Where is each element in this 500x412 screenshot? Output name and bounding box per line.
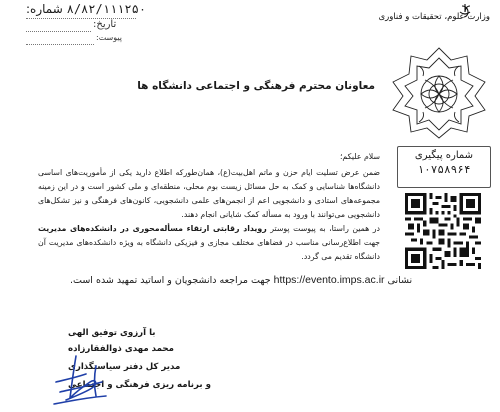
- tracking-number: ۱۰۷۵۸۹۶۴: [417, 163, 471, 176]
- paragraph-3-end: جهت مراجعه دانشجویان و اساتید تمهید شده است.: [70, 275, 271, 286]
- qr-code[interactable]: [405, 193, 481, 269]
- handwritten-signature: [46, 352, 116, 408]
- ornament-emblem: [389, 46, 489, 140]
- event-url-link[interactable]: https://evento.imps.ac.ir: [273, 274, 385, 286]
- attachment-underline: [26, 44, 94, 45]
- paragraph-2-text: [38, 222, 380, 264]
- signature-closing: با آرزوی توفیق الهی: [68, 328, 156, 338]
- paragraph-1: [38, 166, 380, 222]
- letter-number: [26, 2, 146, 16]
- signatory-title: مدیر کل دفتر سیاستگذاری: [68, 362, 181, 372]
- paragraph-3-start: نشانی: [384, 275, 413, 286]
- number-underline: [26, 18, 136, 19]
- attachment-label: پیوست:: [96, 33, 123, 42]
- letter-number-value: ۸/۸۲/۱۱۱۲۵۰: [66, 2, 147, 16]
- date-label: تاریخ:: [93, 19, 117, 30]
- salutation: سلام علیکم؛: [339, 152, 380, 161]
- paragraph-1-text: ضمن عرض تسلیت ایام حزن و ماتم اهل‌بیت(ع)، همان‌طورکه اطلاع دارید یکی از مأموریت‌های اساسی دانشگاه‌ها شناسایی و کمک به حل مسائل زیست بوم محلی، منطقه‌ای و ملی کشور است و در این زمینه مجموعه‌های استادی و دانشجویی اعم از انجمن‌های علمی دانشجویی، کانون‌های فرهنگی و نیز تشکل‌های دانشجویی می‌توانند با ورود به مسأله کمک شایانی انجام دهند.: [38, 168, 380, 219]
- letter-number-label: شماره:: [26, 2, 63, 16]
- addressee: معاونان محترم فرهنگی و اجتماعی دانشگاه ها: [137, 80, 375, 92]
- paragraph-2-start: در همین راستا، به پیوست پوستر: [266, 224, 380, 233]
- tracking-label: شماره پیگیری: [414, 150, 474, 161]
- signatory-name: محمد مهدی ذوالفقارزاده: [68, 344, 174, 354]
- paragraph-2: [38, 222, 380, 264]
- date-underline: [26, 31, 91, 32]
- signatory-department: و برنامه ریزی فرهنگی و اجتماعی: [68, 380, 211, 390]
- paragraph-2-end: جهت اطلاع‌رسانی مناسب در فضاهای مختلف مجازی و فیزیکی دانشگاه به ویژه دانشکده‌های مدیریت آن دانشگاه تقدیم می گردد.: [38, 238, 380, 261]
- paragraph-3: [70, 274, 412, 286]
- event-title: رویداد رقابتی ارتقاء مسأله‌محوری در دانشکده‌های مدیریت: [38, 224, 267, 233]
- tracking-box: [397, 146, 491, 188]
- ministry-name: وزارت علوم، تحقیقات و فناوری: [378, 12, 490, 22]
